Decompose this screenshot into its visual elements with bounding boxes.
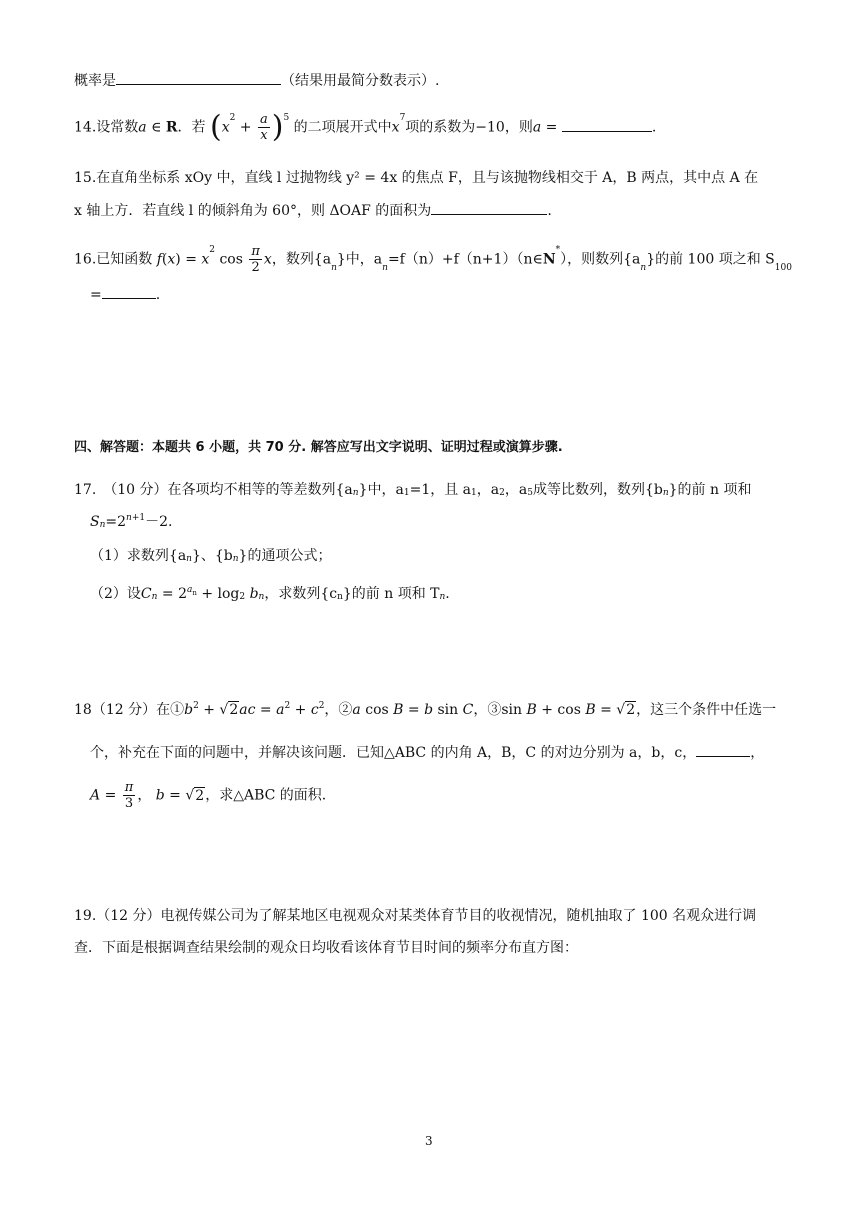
q18-text: 18（12 分）在① [74,702,185,718]
q16-text: =f（n）+f（n+1）（n∈ [387,251,543,268]
q16-text: ），则数列{a [560,251,641,268]
q14-text: ，则 [504,119,533,136]
q13-prefix: 概率是 [74,73,116,89]
q16-text: = [90,287,102,303]
q19-line1: 19.（12 分）电视传媒公司为了解某地区电视观众对某类体育节目的收视情况，随机抽取了 100 名观众进行调 [74,908,757,924]
section-heading: 四、解答题：本题共 6 小题，共 70 分. 解答应写出文字说明、证明过程或演算步骤. [74,440,563,455]
q17-line1: 17. （10 分）在各项均不相等的等差数列$\{a_n\}$中，$a_1=1$，且 $a_1$，$a_2$，$a_5$成等比数列，数列$\{b_n\}$的前 n 项和 [74,482,752,498]
q18-text: ，求△ABC 的面积. [205,787,327,804]
q17-text: =2 [105,514,127,530]
q15-answer-blank [431,200,547,215]
q19-line2: 查．下面是根据调查结果绘制的观众日均收看该体育节目时间的频率分布直方图： [74,940,578,956]
q17-text: =1，且 a [409,482,472,498]
q16-line1: 16.已知函数 $f(x) = x^2$ cos $\frac{\pi}{2}$ x，数列$\{a_n\}$中，$a_n=f(n)+f(n+1)(n\in N^*)$，则数列$\{a_n\}$的前 100 项之和 $S_{100}$ [74,244,792,275]
page-number: 3 [425,1134,433,1148]
q17-text: －2. [145,514,173,530]
q14-number: 14. [74,119,97,136]
q18-text: 个，补充在下面的问题中，并解决该问题．已知△ABC 的内角 A，B，C 的对边分别为 a，b，c， [90,745,697,761]
q17-text: （2）设 [90,586,141,602]
q18-text: ， [750,745,765,761]
q16-line2 [90,284,160,305]
q16-text: }中，a [336,251,383,268]
q15-line1: 15.在直角坐标系 xOy 中，直线 l 过抛物线 y² = 4x 的焦点 F，且与该抛物线相交于 A，B 两点，其中点 A 在 [74,170,759,186]
q14-coefficient: −10 [475,119,505,136]
q13-line [74,70,439,91]
q18-text: ，这三个条件中任选一 [636,702,777,718]
q18-line3: A = $\frac{\pi}{3}$ ， b = √2，求△ABC 的面积. [90,780,327,811]
q18-condition-blank [696,742,750,757]
q17-text: ，求数列{c [264,586,338,602]
q17-text: }、{b [191,548,233,564]
q15-text: . [547,203,552,219]
q17-text: 17. （10 分）在各项均不相等的等差数列{a [74,482,353,498]
q16-answer-blank [102,284,156,299]
q16-text: }的前 100 项之和 S [646,251,775,268]
q16-text: . [155,287,161,303]
q17-text: }的通项公式； [238,548,332,564]
q16-text: 16.已知函数 [74,251,153,268]
q18-line2 [90,742,764,763]
q17-text: ，a [504,482,528,498]
q17-part1: （1）求数列$\{a_n\}$、$\{b_n\}$的通项公式； [90,548,332,564]
q17-text: . [445,586,450,602]
q17-text: }的前 n 项和 [668,482,752,498]
q16-text: ，数列{a [271,251,332,268]
q18-line1: 18（12 分）在$①b^2 + √2ac = a^2 + c^2$，②a cos B = b sin C，③sin B + cos B = √2，这三个条件中任选一 [74,701,777,718]
q17-text: }中，a [358,482,404,498]
q18-text: ，② [324,702,353,718]
q14-text: 设常数 [96,119,139,136]
q17-text: }的前 n 项和 T [342,586,440,602]
q17-text: （1）求数列{a [90,548,187,564]
q14-line: 14.设常数a ∈ R．若 ($x^2$ + $\frac{a}{x}$ )$^5$ 的二项展开式中$x^7$项的系数为−10，则a = . [74,109,657,145]
q14-text: ．若 [177,119,206,136]
q18-text: ，③ [473,702,502,718]
q14-text: 的二项展开式中 [293,119,392,136]
q17-part2: （2）设$C_n = 2^{a_n} + \log_2 b_n$，求数列$\{c_n\}$的前 n 项和 $T_n$. [90,585,450,602]
q14-text: 项的系数为 [405,119,476,136]
q13-suffix: （结果用最简分数表示）. [281,73,440,89]
q14-answer-blank [562,117,652,132]
q17-text: ，a [476,482,500,498]
q17-line2: $S_n=2^{n+1}-2$. [90,513,173,530]
q17-text: 成等比数列，数列{b [532,482,663,498]
q13-answer-blank [116,70,281,85]
q15-line2 [74,200,552,221]
q15-text: x 轴上方．若直线 l 的倾斜角为 60°，则 ΔOAF 的面积为 [74,203,432,219]
